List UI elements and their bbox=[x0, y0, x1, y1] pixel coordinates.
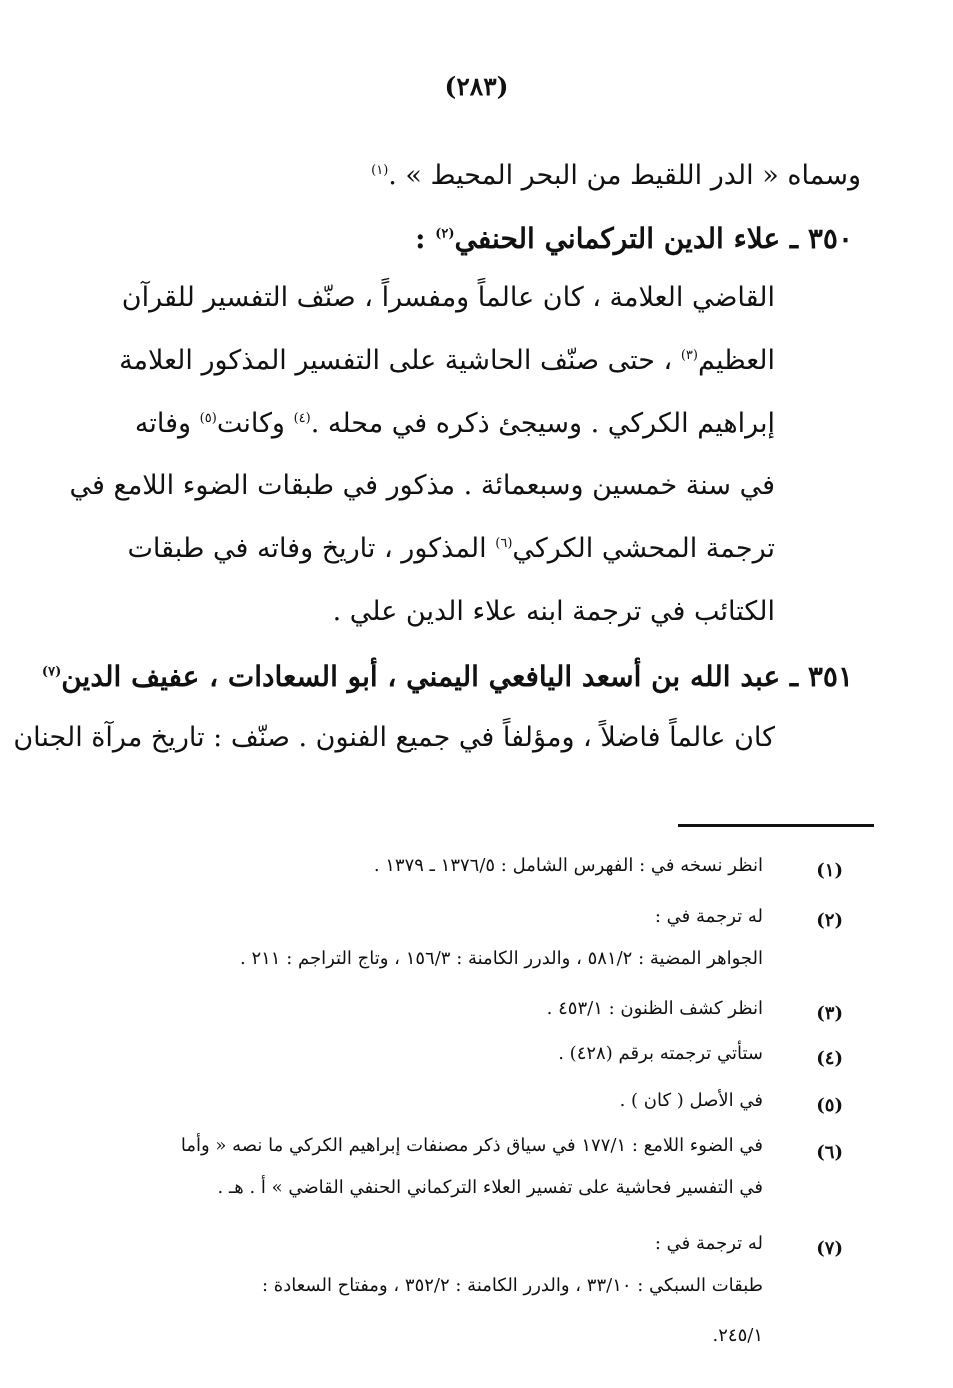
footnote-7-line-2: طبقات السبكي : ٣٣/١٠ ، والدرر الكامنة : ٣٥٢/٢ ، ومفتاح السعادة : bbox=[262, 1275, 763, 1296]
entry-350-word-wafatuh: وفاته bbox=[134, 408, 192, 439]
footnote-ref-6: (٦) bbox=[495, 536, 513, 551]
entry-350-word-kanat: وكانت bbox=[216, 408, 285, 439]
footnote-number-3: (٣) bbox=[816, 1003, 843, 1024]
footnote-number-4: (٤) bbox=[816, 1048, 843, 1069]
entry-351-heading bbox=[42, 660, 853, 693]
entry-350-line-6: الكتائب في ترجمة ابنه علاء الدين علي . bbox=[332, 596, 775, 627]
page-number: (٢٨٣) bbox=[444, 72, 509, 101]
entry-350-line-3-text: إبراهيم الكركي . وسيجئ ذكره في محله . bbox=[310, 408, 775, 439]
intro-text: وسماه « الدر اللقيط من البحر المحيط » . bbox=[388, 160, 861, 191]
entry-350-line-4: في سنة خمسين وسبعمائة . مذكور في طبقات الضوء اللامع في bbox=[69, 470, 775, 501]
entry-350-line-5 bbox=[127, 533, 775, 564]
footnote-ref-3: (٣) bbox=[680, 348, 698, 363]
footnote-number-7: (٧) bbox=[816, 1238, 843, 1259]
footnote-number-6: (٦) bbox=[816, 1142, 843, 1163]
footnote-6-line-2: في التفسير فحاشية على تفسير العلاء التركماني الحنفي القاضي » أ . هـ . bbox=[217, 1177, 763, 1198]
footnote-2-line-2: الجواهر المضية : ٥٨١/٢ ، والدرر الكامنة : ١٥٦/٣ ، وتاج التراجم : ٢١١ . bbox=[240, 948, 763, 969]
entry-351-title: ٣٥١ ـ عبد الله بن أسعد اليافعي اليمني ، أبو السعادات ، عفيف الدين bbox=[61, 660, 853, 693]
entry-350-word-alazim: العظيم bbox=[697, 345, 775, 376]
intro-line bbox=[371, 160, 861, 191]
footnote-6-line-1: في الضوء اللامع : ١٧٧/١ في سياق ذكر مصنفات إبراهيم الكركي ما نصه « وأما bbox=[180, 1135, 763, 1156]
entry-350-line-2 bbox=[119, 345, 775, 376]
footnote-ref-2: (٢) bbox=[435, 226, 455, 242]
footnote-5-line-1: في الأصل ( كان ) . bbox=[619, 1090, 763, 1111]
footnote-ref-5: (٥) bbox=[199, 411, 217, 426]
footnote-ref-7: (٧) bbox=[41, 664, 62, 680]
entry-350-heading bbox=[415, 222, 853, 255]
entry-350-line-3 bbox=[135, 408, 775, 439]
entry-350-line-1: القاضي العلامة ، كان عالماً ومفسراً ، صنّف التفسير للقرآن bbox=[121, 282, 775, 313]
footnote-4-line-1: ستأتي ترجمته برقم (٤٢٨) . bbox=[558, 1043, 763, 1064]
footnote-separator bbox=[678, 824, 874, 827]
entry-350-line-2-rest: ، حتى صنّف الحاشية على التفسير المذكور العلامة bbox=[119, 345, 673, 376]
entry-350-line-5-a: ترجمة المحشي الكركي bbox=[512, 533, 775, 564]
footnote-number-5: (٥) bbox=[816, 1095, 843, 1116]
entry-350-title: ٣٥٠ ـ علاء الدين التركماني الحنفي bbox=[454, 222, 853, 255]
entry-350-colon: : bbox=[415, 222, 426, 255]
footnote-1-line-1: انظر نسخه في : الفهرس الشامل : ١٣٧٦/٥ ـ ١٣٧٩ . bbox=[373, 855, 763, 876]
entry-351-line-1: كان عالماً فاضلاً ، ومؤلفاً في جميع الفنون . صنّف : تاريخ مرآة الجنان bbox=[13, 722, 775, 753]
footnote-7-line-1: له ترجمة في : bbox=[654, 1233, 763, 1254]
footnote-3-line-1: انظر كشف الظنون : ٤٥٣/١ . bbox=[546, 998, 763, 1019]
footnote-2-line-1: له ترجمة في : bbox=[654, 906, 763, 927]
footnote-ref-4: (٤) bbox=[293, 411, 311, 426]
footnote-number-2: (٢) bbox=[816, 910, 843, 931]
footnote-7-line-3: ٢٤٥/١. bbox=[712, 1325, 763, 1346]
entry-350-line-5-b: المذكور ، تاريخ وفاته في طبقات bbox=[127, 533, 487, 564]
footnote-ref-1: (١) bbox=[371, 163, 389, 178]
footnote-number-1: (١) bbox=[816, 860, 843, 881]
